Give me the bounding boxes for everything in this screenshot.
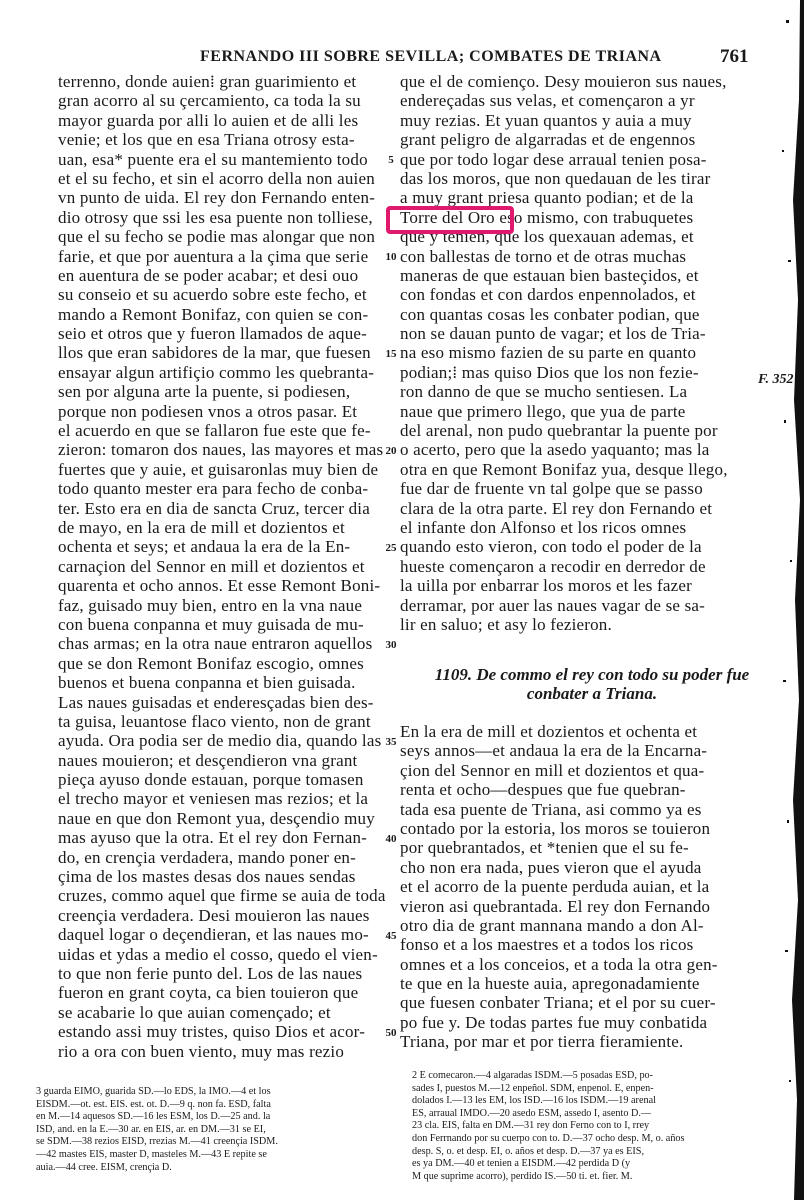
footnote-line: 23 cla. EIS, falta en DM.—31 rey don Ferno con to I, rrey [412, 1120, 650, 1132]
text-line: que el de comienço. Desy mouieron sus naues, [400, 72, 727, 91]
text-line: buenos et buena conpanna et bien guisada. [58, 673, 356, 693]
text-line: rio a ora con buen viento, muy mas rezio [58, 1041, 345, 1061]
text-line: contado por la estoria, los moros se touieron [400, 818, 711, 838]
text-line: uan, esa* puente era el su mantemiento todo [58, 149, 368, 169]
text-line: quando esto vieron, con todo el poder de la [400, 537, 702, 557]
line-number: 15 [385, 347, 397, 360]
footnote-line: 2 E comecaron.—4 algaradas ISDM.—5 posadas ESD, po- [412, 1070, 654, 1081]
line-number: 30 [385, 638, 397, 651]
page-header-title: FERNANDO III SOBRE SEVILLA; COMBATES DE TRIANA [200, 48, 662, 65]
line-number: 40 [385, 832, 397, 845]
text-line: te que en la hueste auia, apregonadamiente [400, 974, 700, 994]
text-line: farie, et que por auentura a la çima que serie [58, 246, 369, 266]
text-line: faz, guisado muy bien, entro en la vna naue [58, 595, 363, 615]
text-line: to que non ferie punto del. Los de las naues [58, 963, 363, 983]
text-line: En la era de mill et dozientos et ochenta et [400, 722, 698, 741]
line-number: 10 [385, 250, 397, 263]
text-line: chas armas; en la otra naue entraron aquellos [58, 634, 373, 654]
line-number: 5 [388, 153, 394, 166]
right-text-column-top [400, 72, 786, 634]
text-line: hueste començaron a recodir en derredor de [400, 556, 706, 576]
line-number: 25 [385, 541, 397, 554]
text-line: podian;⁞ mas quiso Dios que los non fezie- [400, 362, 699, 382]
line-number: 45 [385, 929, 397, 942]
right-text-column-bottom [400, 722, 786, 1052]
text-line: ron danno de que se mucho sentiesen. La [400, 382, 688, 402]
footnote-line: —42 mastes EIS, master D, masteles M.—43 E repite se [36, 1148, 267, 1160]
text-line: çion del Sennor en mill et dozientos et qua- [400, 760, 705, 780]
text-line: çima de los mastes desas dos naues sendas [58, 867, 356, 887]
text-line: con fondas et con dardos enpennolados, et [400, 285, 696, 305]
margin-reference: F. 352 [758, 372, 794, 387]
highlight-box-torre-del-oro [386, 206, 514, 234]
text-line: que y tenien, que los quexauan ademas, et [400, 227, 694, 247]
text-line: non se dauan punto de vagar; et los de Tria- [400, 324, 706, 344]
text-line: lir en saluo; et asy lo fezieron. [400, 614, 612, 634]
text-line: ochenta et seys; et andaua la era de la En- [58, 537, 351, 557]
footnote-line: en M.—14 aquesos SD.—16 les ESM, los D.—25 and. la [36, 1111, 271, 1123]
footnote-line: ISD, and. en la E.—30 ar. en EIS, ar. en DM.—31 se EI, [36, 1123, 266, 1135]
chapter-heading-line: conbater a Triana. [526, 684, 658, 704]
text-line: uidas et ydas a medio el cosso, quedo el vien- [58, 944, 378, 964]
text-line: ter. Esto era en dia de sancta Cruz, tercer dia [58, 498, 370, 518]
text-line: que el su fecho se podie mas alongar que non [58, 227, 376, 247]
text-line: ensayar algun artifiçio commo les quebranta- [58, 362, 375, 382]
chapter-heading [398, 664, 786, 703]
line-number: 20 [385, 444, 397, 457]
left-text-column [58, 72, 386, 1061]
text-line: con ballestas de torno et de otras muchas [400, 246, 687, 266]
text-line: Torre del Oro eso mismo, con trabuquetes [400, 207, 694, 227]
text-line: en auentura de se poder acabar; et desi ouo [58, 265, 359, 285]
text-line: dio otrosy que ssi les esa puente non tolliese, [58, 207, 373, 227]
footnote-line: 3 guarda EIMO, guarida SD.—lo EDS, la IMO.—4 et los [36, 1086, 271, 1097]
footnote-line: don Ferrnando por su cuerpo con to. D.—37 ocho desp. M, o. años [412, 1132, 685, 1144]
text-line: seio et otros que y fueron llamados de aque- [58, 324, 368, 344]
text-line: vieron asi quebrantada. El rey don Fernando [400, 896, 711, 916]
text-line: o acerto, pero que la asedo yaquanto; mas la [400, 440, 710, 460]
footnote-line: EISDM.—ot. est. EIS. est. ot. D.—9 q. non fa. ESD, falta [36, 1098, 271, 1110]
text-line: que por todo logar dese arraual tenien posa- [400, 149, 707, 169]
text-line: muy rezias. Et yuan quantos y auia a muy [400, 110, 692, 130]
text-line: gran acorro al su çercamiento, ca toda la su [58, 91, 361, 111]
text-line: fue dar de fruente vn tal golpe que se passo [400, 479, 703, 499]
text-line: fonso et a los maestres et a todos los ricos [400, 935, 694, 955]
text-line: con buena conpanna et muy guisada de mu- [58, 614, 364, 634]
text-line: porque non podiesen vnos a otros pasar. Et [58, 401, 358, 421]
text-line: cho non era nada, pues vieron que el ayuda [400, 857, 702, 877]
text-line: que se don Remont Bonifaz escogio, omnes [58, 653, 364, 673]
text-line: naues mouieron; et desçendieron vna grant [58, 750, 358, 770]
text-line: ayuda. Ora podia ser de medio dia, quando las [58, 731, 382, 751]
line-number: 35 [385, 735, 397, 748]
text-line: el acuerdo en que se fallaron fue este que fe- [58, 421, 371, 441]
text-line: otro dia de grant mannana mando a don Al- [400, 915, 704, 935]
text-line: endereçadas sus velas, et començaron a yr [400, 91, 695, 111]
text-line: por quebrantados, et *tenien que el su fe- [400, 838, 689, 858]
text-line: Las naues guisadas et enderesçadas bien des- [58, 692, 374, 712]
text-line: venie; et los que en esa Triana otrosy esta- [58, 130, 355, 150]
footnote-line: auia.—44 cree. EISM, crençia D. [36, 1161, 172, 1173]
text-line: fuertes que y auie, et guisaronlas muy bien de [58, 459, 379, 479]
text-line: que fuesen conbater Triana; et el por su cuer- [400, 993, 716, 1013]
text-line: el infante don Alfonso et los ricos omnes [400, 517, 687, 537]
text-line: grant peligro de algarradas et de engennos [400, 130, 696, 150]
text-line: ta guisa, leuantose flaco viento, non de grant [58, 711, 371, 731]
text-line: mando a Remont Bonifaz, con quien se con- [58, 304, 369, 324]
text-line: naue en que don Remont yua, desçendio muy [58, 808, 375, 828]
text-line: estando assi muy tristes, quiso Dios et acor- [58, 1022, 366, 1042]
text-line: renta et ocho—despues que fue quebran- [400, 780, 686, 800]
text-line: la uilla por enbarrar los moros et les fazer [400, 576, 693, 596]
text-line: carnaçion del Sennor en mill et dozientos et [58, 556, 365, 576]
footnote-line: ES, arraual IMDO.—20 asedo ESM, assedo I, asento D.— [412, 1107, 652, 1119]
text-line: fueron en grant coyta, ca bien touieron que [58, 983, 359, 1003]
text-line: tada esa puente de Triana, asi commo ya es [400, 799, 702, 819]
text-line: et el acorro de la puente perduda auian, et la [400, 877, 710, 897]
text-line: con quantas cosas les conbater podian, que [400, 304, 700, 324]
text-line: daquel logar o deçendieran, et las naues mo- [58, 925, 369, 945]
text-line: clara de la otra parte. El rey don Fernando et [400, 498, 713, 518]
text-line: sen por alguna arte la puente, si podiesen, [58, 382, 351, 402]
text-line: a muy grant priesa quanto podian; et de la [400, 188, 694, 208]
text-line: do, en crençia verdadera, mando poner en- [58, 847, 356, 867]
text-line: otra en que Remont Bonifaz yua, desque llego, [400, 459, 728, 479]
footnote-line: dolados I.—13 les EM, los ISD.—16 los ISDM.—19 arenal [412, 1095, 656, 1107]
text-line: das los moros, que non quedauan de les tirar [400, 168, 711, 188]
footnote-line: sades I, puestos M.—12 enpeñol. SDM, enpenol. E, enpen- [412, 1082, 654, 1094]
footnotes-left [36, 1086, 388, 1174]
footnote-line: se SDM.—38 rezios EISD, rrezias M.—41 creençia ISDM. [36, 1136, 278, 1148]
text-line: Triana, por mar et por tierra fieramiente. [400, 1032, 684, 1052]
chapter-heading-line: 1109. De commo el rey con todo su poder fue [434, 665, 750, 684]
text-line: quarenta et ocho annos. Et esse Remont Boni- [58, 576, 381, 596]
text-line: vn punto de uida. El rey don Fernando enten- [58, 188, 376, 208]
footnote-line: M que suprime acorro), perdido IS.—50 ti. et. fier. M. [412, 1170, 633, 1182]
text-line: mayor guarda por alli lo auien et de alli les [58, 110, 359, 130]
text-line: el trecho mayor et veniesen mas rezios; et la [58, 789, 369, 809]
text-line: et el su fecho, et sin el acorro della non auien [58, 168, 375, 188]
footnote-line: desp. S, o. et desp. EI, o. años et desp. D.—37 ya es EIS, [412, 1145, 645, 1157]
text-line: omnes et a los conceios, et a toda la otra gen- [400, 954, 718, 974]
text-line: po fue y. De todas partes fue muy conbatida [400, 1012, 708, 1032]
text-line: terrenno, donde auien⁞ gran guarimiento et [58, 72, 357, 91]
text-line: derramar, por auer las naues vagar de se sa- [400, 595, 705, 615]
text-line: na eso mismo fazien de su parte en quanto [400, 343, 697, 363]
text-line: de mayo, en la era de mill et dozientos et [58, 517, 345, 537]
text-line: creençia verdadera. Desi mouieron las naues [58, 905, 370, 925]
text-line: todo quanto mester era para fecho de conba- [58, 479, 369, 499]
text-line: pieça ayuso donde estauan, porque tomasen [58, 770, 364, 790]
text-line: del arenal, non pudo quebrantar la puente por [400, 421, 718, 441]
text-line: llos que eran sabidores de la mar, que fuesen [58, 343, 371, 363]
text-line: naue que primero llego, que yua de parte [400, 401, 686, 421]
line-number: 50 [385, 1026, 397, 1039]
text-line: zieron: tomaron dos naues, las mayores et mas [58, 440, 384, 460]
text-line: su conseio et su acuerdo sobre este fecho, et [58, 285, 367, 305]
page-number: 761 [720, 46, 749, 67]
scan-edge-artifact [764, 0, 804, 1200]
text-line: mas ayuso que la otra. Et el rey don Fernan- [58, 828, 368, 848]
footnotes-right [412, 1070, 782, 1183]
text-line: maneras de que estauan bien basteçidos, et [400, 265, 699, 285]
text-line: se acabarie lo que auian començado; et [58, 1002, 331, 1022]
running-header [200, 48, 800, 70]
text-line: seys annos—et andaua la era de la Encarna- [400, 741, 708, 761]
footnote-line: es ya DM.—40 et tenien a EISDM.—42 perdida D (y [412, 1158, 631, 1170]
text-line: cruzes, commo aquel que firme se auia de toda [58, 886, 386, 906]
